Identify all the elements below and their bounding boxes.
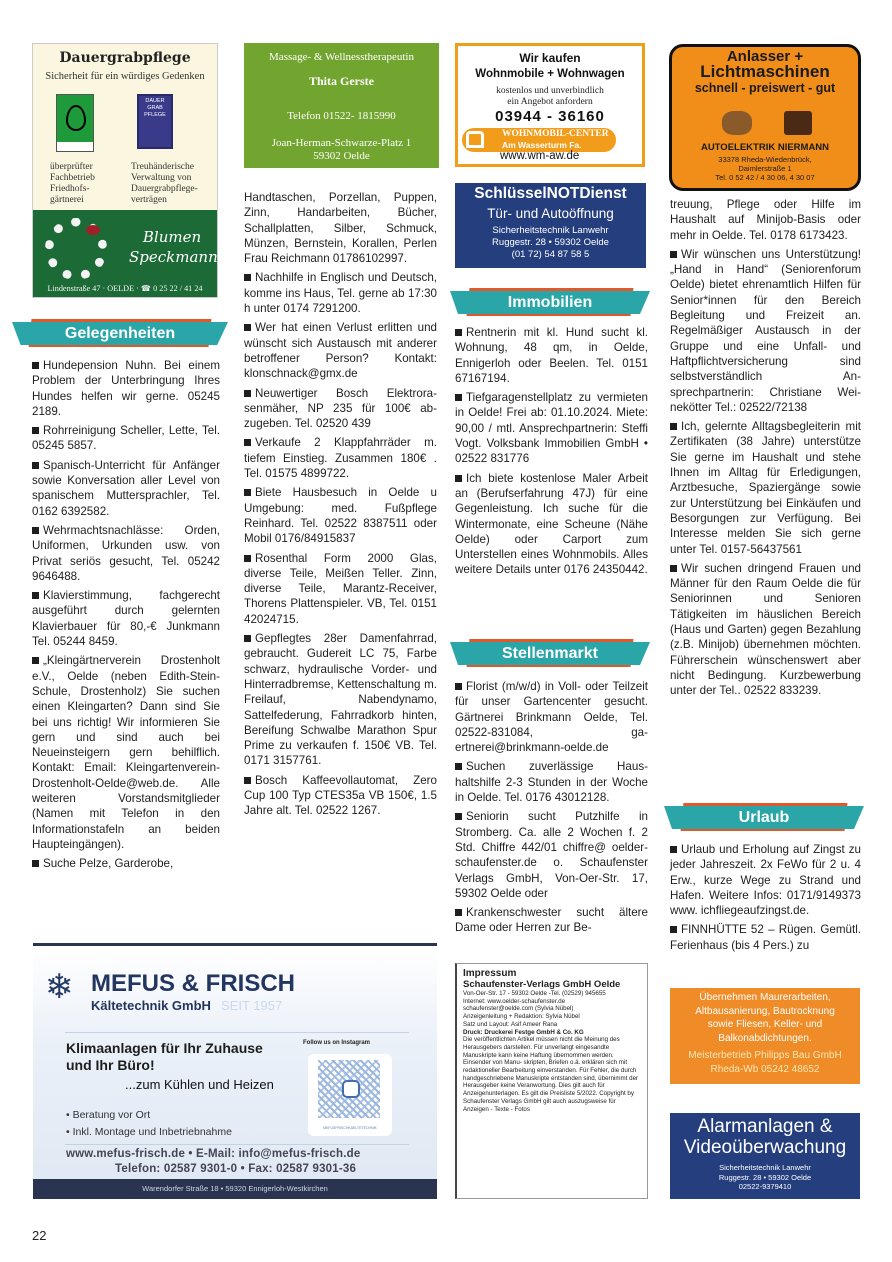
ad-title: SchlüsselNOTDienst — [474, 185, 627, 202]
ad-line: Balkonabdichtungen. — [718, 1032, 812, 1044]
ad-title: Alarmanlagen & Videoüberwachung — [683, 1116, 847, 1158]
classifieds-immobilien — [455, 325, 648, 582]
alternator-icon — [784, 111, 812, 135]
classified-item: Rohrreinigung Scheller, Lette, Tel. 05245 5857. — [32, 424, 220, 453]
snowflake-icon: ❄ — [45, 968, 74, 1006]
bullet-square-icon — [32, 527, 39, 534]
dauergrabpflege-logo-icon: DAUER GRAB PFLEGE — [137, 94, 173, 149]
section-header-immobilien: Immobilien — [450, 284, 650, 318]
camper-icon — [466, 131, 484, 148]
classified-item: Ich, gelernte Alltagsbegleiterin mit Zertifikaten (38 Jahre) unterstütze Sie gerne im Haushalt und stehe Ihnen im Alltag für Erledigungen, Arztbesuche, Spaziergänge sowie zur Unterstützung bei Einkäufen und Besorgungen zur Verfügung. Bei Interesse melden Sie sich gerne unter Tel. 0157-56437561 — [670, 420, 861, 556]
bullet-square-icon — [32, 657, 39, 664]
classified-item: Klavierstimmung, fachgerecht ausgeführt durch gelernten Klavierbauer für 80,-€ Junkmann Tel. 05244 8459. — [32, 589, 220, 649]
ad-address: 33378 Rheda-Wiedenbrück, Daimlerstraße 1 Tel. 0 52 42 / 4 30 06, 4 30 07 — [715, 155, 815, 182]
section-header-gelegenheiten: Gelegenheiten — [12, 315, 228, 349]
ad-line: Wir kaufen — [519, 51, 581, 65]
impressum-line: Anzeigenleitung + Redaktion: Sylvia Nübel — [463, 1013, 580, 1021]
ad-bullet: • Inkl. Montage und Inbetriebnahme — [66, 1126, 232, 1138]
bullet-square-icon — [32, 592, 39, 599]
classified-item: Verkaufe 2 Klappfahrräder m. tiefem Einstieg. Zusammen 180€ . Tel. 01575 4899722. — [244, 436, 437, 481]
bullet-square-icon — [244, 274, 251, 281]
classified-item: Nachhilfe in Englisch und Deutsch, komme ins Haus, Tel. gerne ab 17:30 h unter 0174 7291200. — [244, 271, 437, 316]
classified-item: Suchen zuverlässige Haushaltshilfe 2-3 Stunden in der Woche in Oelde. Tel. 0176 43012128. — [455, 760, 648, 805]
ad-subtitle: Sicherheit für ein würdiges Gedenken — [45, 71, 205, 82]
ad-wohnmobil — [455, 43, 645, 167]
classified-continuation: treuung, Pflege oder Hilfe im Haushalt auf Minijob-Basis oder mehr in Oelde. Tel. 0178 6173423. — [670, 198, 861, 242]
company-band: WOHNMOBIL-CENTER Am Wasserturm Fa. — [462, 128, 616, 152]
bullet-square-icon — [244, 555, 251, 562]
bullet-square-icon — [670, 926, 677, 933]
ad-text-right: Treuhänderische Verwaltung von Dauergrabpflege- verträgen — [131, 162, 198, 205]
ad-anlasser — [669, 44, 861, 191]
bullet-square-icon — [455, 813, 462, 820]
ad-contact: Meisterbetrieb Philipps Bau GmbH Rheda-Wb 05242 48652 — [688, 1050, 842, 1075]
ad-line: Massage- & Wellnesstherapeutin — [269, 51, 414, 63]
impressum-publisher: Schaufenster-Verlags GmbH Oelde — [463, 979, 621, 990]
classifieds-stellenmarkt — [455, 679, 648, 940]
section-header-urlaub: Urlaub — [664, 799, 864, 833]
bullet-square-icon — [32, 362, 39, 369]
ad-text-left: überprüfter Fachbetrieb Friedhofs- gärtnerei — [50, 162, 95, 205]
bullet-square-icon — [670, 846, 677, 853]
classifieds-column-4 — [670, 197, 861, 703]
divider — [65, 1032, 409, 1033]
ad-mefus-frisch — [33, 943, 437, 1199]
impressum-line: Satz und Layout: Asif Ameer Rana — [463, 1020, 558, 1028]
bullet-square-icon — [670, 251, 677, 258]
classified-item: Ich biete kostenlose Maler Arbeit an (Berufserfahrung 47J) für eine Gegenleistung. Ich suche für die Wintermonate, eine Scheune (Nähe Oelde) oder Carport zum Unterstellen eines Wohnmobils. Alles weitere Details unter 0176 24350442. — [455, 471, 648, 577]
ad-line: sowie Fliesen, Keller- und — [707, 1019, 823, 1030]
classified-item: Wehrmachtsnachlässe: Orden, Uniformen, Urkunden usw. von Privat seriös gesucht, Tel. 05242 9646488. — [32, 523, 220, 583]
ad-title: Dauergrabpflege — [59, 50, 191, 66]
bullet-square-icon — [244, 635, 251, 642]
blumen-speckmann-panel — [33, 210, 217, 297]
impressum-lines — [463, 990, 641, 1029]
ad-line: Anlasser + — [726, 48, 804, 65]
ad-bullet: • Beratung vor Ort — [66, 1109, 151, 1121]
impressum-title: Impressum — [463, 968, 517, 979]
bullet-square-icon — [455, 394, 462, 401]
bullet-square-icon — [455, 475, 462, 482]
impressum-line: Von-Oer-Str. 17 - 59302 Oelde -Tel. (02529) 945655 — [463, 990, 606, 997]
classifieds-urlaub — [670, 842, 861, 957]
ad-phone: 03944 - 36160 — [495, 108, 605, 125]
ad-alarmanlagen — [670, 1113, 860, 1199]
bullet-square-icon — [244, 324, 251, 331]
ad-company: AUTOELEKTRIK NIERMANN — [700, 142, 830, 153]
qr-code[interactable]: MEFUSFRISCHKAELTETECHNIK — [308, 1054, 392, 1136]
ad-title: MEFUS & FRISCH — [91, 970, 295, 997]
instagram-icon — [342, 1080, 360, 1098]
bullet-square-icon — [244, 439, 251, 446]
bullet-square-icon — [32, 860, 39, 867]
ad-phone: Telefon 01522- 1815990 — [287, 110, 396, 122]
ad-line: schnell - preiswert - gut — [694, 81, 836, 95]
ad-address: Joan-Herman-Schwarze-Platz 1 59302 Oelde — [271, 137, 412, 162]
ad-url: www.wm-aw.de — [500, 150, 580, 162]
bullet-square-icon — [455, 683, 462, 690]
classified-item: Gepflegtes 28er Damenfahrrad, gebraucht. Gudereit LC 75, Farbe schwarz, hydraulische Vorder- und Hinterradbremse, Kettenschaltung m. Freilauf, Nabendynamo, Sattelfederung, Fahrradkorb hinten, Bereifung Schwalbe Marathon Spur Prime zu verkaufen f. 150€ VB. Tel. 0171 3157761. — [244, 632, 437, 768]
impressum-text: Die veröffentlichten Artikel müssen nicht die Meinung des Herausgebers darstellen. Für unverlangt eingesandte Manuskripte kann keine Haftung übernommen werden. Einsender von Manu- skripten, Briefen o.ä. erklären sich mit redaktioneller Bearbeitung einverstanden. Für Fehler, die durch handgeschriebene Manuskripte entstanden sind, übernimmt der Herausgeber keine Veranwortung. Dies gilt auch für Anzeigenunterlagen. Es gilt die Preisliste 5/2022. Copyright by Schaufenster Verlags GmbH gilt auch auszugsweise für Anzeigen - Texte - Fotos — [463, 1036, 639, 1113]
ad-phone: Telefon: 02587 9301-0 • Fax: 02587 9301-36 — [115, 1163, 357, 1175]
ad-contact: Sicherheitstechnik Lanwehr Ruggestr. 28 • 59302 Oelde (01 72) 54 87 58 5 — [492, 225, 609, 260]
bullet-square-icon — [244, 390, 251, 397]
ad-schluesselnotdienst — [455, 183, 646, 268]
classifieds-column-1 — [32, 358, 220, 876]
instagram-label: Follow us on Instagram — [303, 1040, 371, 1046]
ad-tagline: ...zum Kühlen und Heizen — [125, 1077, 274, 1092]
ad-line: Altbausanierung, Bautrocknung — [695, 1005, 835, 1017]
starter-motor-icon — [722, 111, 752, 135]
ad-name: Thita Gerste — [309, 74, 374, 88]
impressum-line: schaufenster@oelde.com (Sylvia Nübel) — [463, 1005, 574, 1013]
ad-address: Warendorfer Straße 18 • 59320 Ennigerloh-Westkirchen — [33, 1179, 437, 1199]
classified-continuation: Handtaschen, Porzellan, Puppen, Zinn, Handarbeiten, Bücher, Schallplatten, Silber, Schmuck, Münzen, Bernstein, Korallen, Perlen Frau Reichmann 01786102997. — [244, 191, 437, 266]
ad-address: Lindenstraße 47 · OELDE · ☎ 0 25 22 / 41 24 — [47, 284, 203, 293]
classified-item: Rentnerin mit kl. Hund sucht kl. Wohnung, 48 qm, in Oelde, Ennigerloh oder Beelen. Tel. 0151 67167194. — [455, 326, 648, 385]
classified-item: Wir suchen dringend Frauen und Männer für den Raum Oelde die für Seniorinnen und Senioren Tätigkeiten im häuslichen Bereich (Haus und Garten) gegen Bezahlung (z.B. Minijob) übernehmen möchten. Führerschein wünschenswert aber nicht Bedingung. Kurzbewerbung unter der Tel.. 02522 833239. — [670, 561, 861, 698]
classified-item: Tiefgaragenstellplatz zu vermieten in Oelde! Frei ab: 01.10.2024. Miete: 90,00 / mtl. Ansprechpartnerin: Steffi Vogt. Volksbank Immobilien GmbH • 02522 831776 — [455, 391, 648, 466]
ad-web-email: www.mefus-frisch.de • E-Mail: info@mefus-frisch.de — [66, 1148, 361, 1160]
classified-item: Wir wünschen uns Unterstützung! „Hand in Hand“ (Seniorenforum Oelde) bietet ehrenamtlich Hilfen für Senior*innen für den Bereich Begleitung und Freizeit an. Regelmäßiger Austausch in der Gruppe und eine Unfall- und Haftpflichtversicherung sind selbstverständlich Ansprechpartnerin: Christiane Weinekötter Tel.: 02522/72138 — [670, 247, 861, 414]
classified-item: Rosenthal Form 2000 Glas, diverse Teile, Meißen Teller. Zinn, diverse Teile, Marantz-Receiver, Thorens Plattenspieler. VB, Tel. 0151 42024715. — [244, 551, 437, 626]
impressum-druck: Druck: Druckerei Festge GmbH & Co. KG — [463, 1028, 584, 1036]
ad-subtitle: Kältetechnik GmbH — [91, 998, 211, 1013]
ad-subtitle: Tür- und Autoöffnung — [487, 206, 614, 221]
bullet-square-icon — [455, 763, 462, 770]
ad-dauergrabpflege — [32, 43, 218, 298]
classified-item: Hundepension Nuhn. Bei einem Problem der Unterbringung Ihres Hundes helfen wir gerne. 05245 2189. — [32, 359, 220, 418]
ad-line: Übernehmen Maurerarbeiten, — [699, 992, 831, 1003]
classified-item: Biete Hausbesuch in Oelde u Umgebung: med. Fußpflege Reinhard. Tel. 02522 8387511 oder Mobil 0176/84915837 — [244, 486, 437, 546]
classified-item: Wer hat einen Verlust erlitten und wünscht sich Austausch mit anderer betroffener Person? Kontakt: klonschnack@gmx.de — [244, 321, 437, 381]
classified-item: „Kleingärtnerverein Drostenholt e.V., Oelde (neben Edith-Stein-Schule, Drostenholz) Sie suchen einen Kleingarten? Dann sind Sie bei uns richtig! Wir informieren Sie gern und sind auch bei Neueinsteigern gern behilflich. Kontakt: Email: Kleingartenverein-Drostenholt-Oelde@web.de. Alle weiteren Vorstandsmitglieder (Namen mit Telefon in den Informationstafeln an beiden Haupteingängen). — [32, 654, 220, 851]
bullet-square-icon — [670, 565, 677, 572]
classified-item: Suche Pelze, Garderobe, — [32, 856, 220, 871]
bullet-square-icon — [32, 462, 39, 469]
ad-line: Wohnmobile + Wohnwagen — [475, 68, 625, 80]
classified-item: FINNHÜTTE 52 – Rügen. Gemütl. Ferienhaus (bis 4 Pers.) zu — [670, 923, 861, 952]
classified-item: Krankenschwester sucht ältere Dame oder Herren zur Be- — [455, 906, 648, 935]
classified-item: Neuwertiger Bosch Elektrorasenmäher, NP 235 für 100€ abzugeben. Tel. 02520 439 — [244, 386, 437, 431]
section-header-stellenmarkt: Stellenmarkt — [450, 635, 650, 669]
bullet-square-icon — [244, 489, 251, 496]
classified-item: Spanisch-Unterricht für Anfänger sowie Konversation aller Level von spanischem Muttersprachler, Tel. 0162 6392582. — [32, 458, 220, 518]
impressum-line: Internet: www.oelder-schaufenster.de — [463, 997, 566, 1005]
bullet-square-icon — [244, 777, 251, 784]
divider — [65, 1144, 409, 1145]
classified-item: Bosch Kaffeevollautomat, Zero Cup 100 Typ CTES35a VB 150€, 1.5 Jahre alt. Tel. 02522 1267. — [244, 773, 437, 818]
ad-headline: Klimaanlagen für Ihr Zuhause und Ihr Büro! — [66, 1040, 263, 1073]
classified-item: Urlaub und Erholung auf Zingst zu jeder Jahreszeit. 2x FeWo für 2 u. 4 Erw., kurze Wege zu Strand und Hafen. Weitere Infos: 0171/9149373 www. ichfliegeaufzingst.de. — [670, 843, 861, 918]
bullet-square-icon — [32, 427, 39, 434]
impressum-box — [455, 963, 648, 1199]
ad-maurer — [670, 988, 860, 1084]
ad-contact: Sicherheitstechnik Lanwehr Ruggestr. 28 • 59302 Oelde 02522-9379410 — [718, 1163, 812, 1191]
classified-item: Seniorin sucht Putzhilfe in Stromberg. Ca. alle 2 Wochen f. 2 Std. Chiffre 442/01 chiffre@ oelder-schaufenster.de o. Schaufenster Verlags GmbH, Von-Oer-Str. 17, 59302 Oelde oder — [455, 810, 648, 900]
wreath-icon — [45, 218, 107, 280]
bullet-square-icon — [455, 329, 462, 336]
ad-line: Lichtmaschinen — [700, 62, 830, 81]
classified-item: Florist (m/w/d) in Voll- oder Teilzeit für unser Gartencenter gesucht. Gärtnerei Brinkmann Oelde, Tel. 02522-831084, gaertnerei@brinkmann-oelde.de — [455, 680, 648, 755]
brand-name: Blumen Speckmann — [129, 228, 218, 266]
ad-since: SEIT 1957 — [221, 998, 283, 1013]
bullet-square-icon — [455, 909, 462, 916]
page-number: 22 — [32, 1228, 47, 1243]
bullet-square-icon — [670, 423, 677, 430]
ad-massage — [244, 43, 439, 168]
classifieds-column-2 — [244, 190, 437, 823]
friedhofsgaertner-logo-icon — [56, 94, 94, 152]
ad-line: kostenlos und unverbindlich ein Angebot anfordern — [496, 86, 604, 107]
